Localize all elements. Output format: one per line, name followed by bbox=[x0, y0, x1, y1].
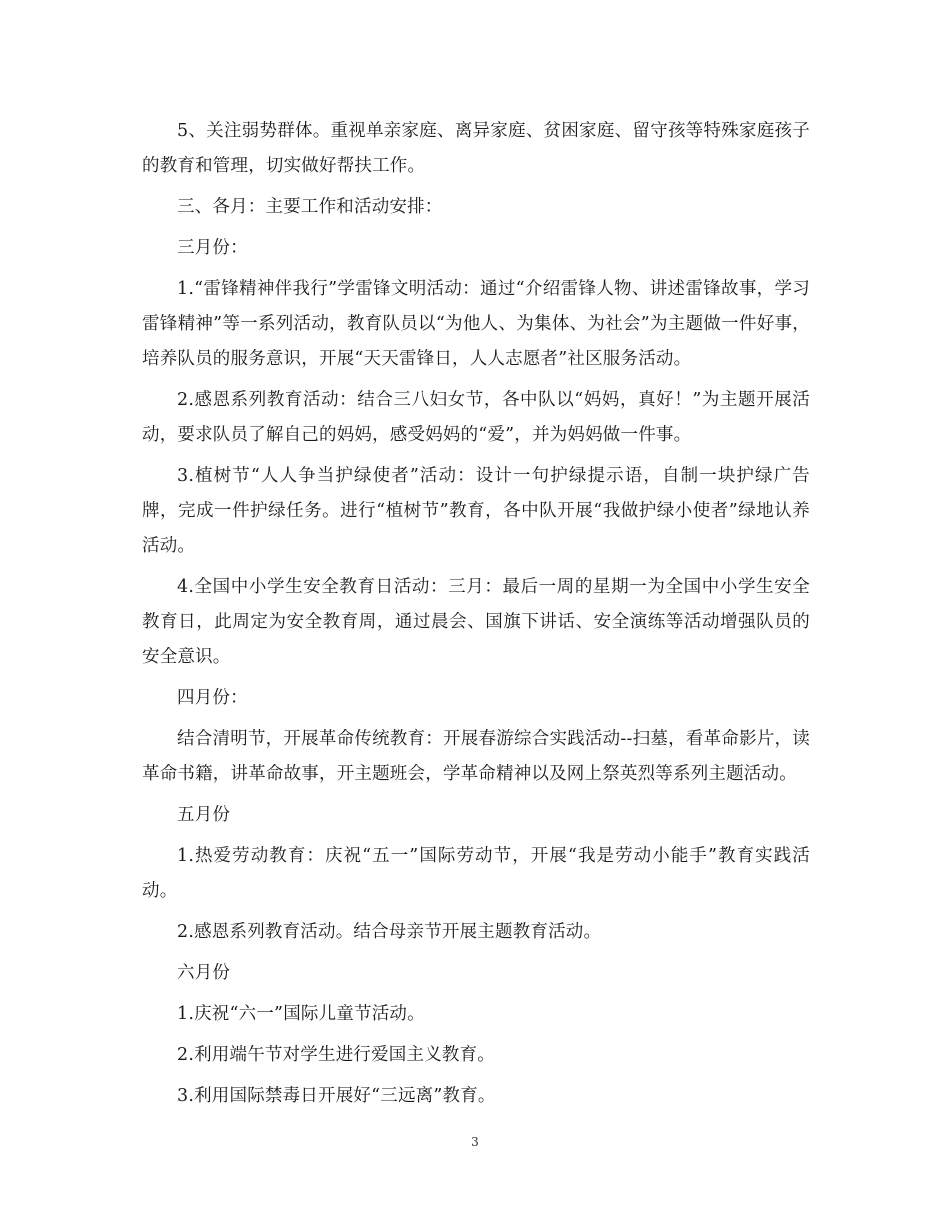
month-heading-may: 五月份 bbox=[177, 805, 231, 825]
paragraph-may-item-1: 1.热爱劳动教育：庆祝“五一”国际劳动节，开展“我是劳动小能手”教育实践活动。 bbox=[142, 846, 810, 901]
page-number: 3 bbox=[471, 1135, 479, 1149]
month-heading-april: 四月份： bbox=[177, 688, 248, 708]
paragraph-june-item-3: 3.利用国际禁毒日开展好“三远离”教育。 bbox=[177, 1086, 496, 1106]
paragraph-june-item-1: 1.庆祝“六一”国际儿童节活动。 bbox=[177, 1004, 425, 1024]
paragraph-march-item-3: 3.植树节“人人争当护绿使者”活动：设计一句护绿提示语，自制一块护绿广告牌，完成一件护绿任务。进行“植树节”教育，各中队开展“我做护绿小使者”绿地认养活动。 bbox=[142, 466, 810, 556]
paragraph-june-item-2: 2.利用端午节对学生进行爱国主义教育。 bbox=[177, 1045, 495, 1065]
month-heading-june: 六月份 bbox=[177, 963, 231, 983]
paragraph-march-item-2: 2.感恩系列教育活动：结合三八妇女节，各中队以“妈妈，真好！”为主题开展活动，要求队员了解自己的妈妈，感受妈妈的“爱”，并为妈妈做一件事。 bbox=[142, 390, 810, 445]
paragraph-april-item: 结合清明节，开展革命传统教育：开展春游综合实践活动--扫墓，看革命影片，读革命书籍，讲革命故事，开主题班会，学革命精神以及网上祭英烈等系列主题活动。 bbox=[142, 729, 810, 784]
document-body bbox=[142, 114, 810, 1120]
paragraph-special-groups: 5、关注弱势群体。重视单亲家庭、离异家庭、贫困家庭、留守孩等特殊家庭孩子的教育和管理，切实做好帮扶工作。 bbox=[142, 121, 810, 176]
section-heading-monthly-plan: 三、各月：主要工作和活动安排： bbox=[177, 197, 443, 217]
paragraph-may-item-2: 2.感恩系列教育活动。结合母亲节开展主题教育活动。 bbox=[177, 922, 602, 942]
paragraph-march-item-1: 1.“雷锋精神伴我行”学雷锋文明活动：通过“介绍雷锋人物、讲述雷锋故事，学习雷锋精神”等一系列活动，教育队员以“为他人、为集体、为社会”为主题做一件好事，培养队员的服务意识，开展“天天雷锋日，人人志愿者”社区服务活动。 bbox=[142, 279, 810, 369]
month-heading-march: 三月份： bbox=[177, 238, 248, 258]
paragraph-march-item-4: 4.全国中小学生安全教育日活动：三月：最后一周的星期一为全国中小学生安全教育日，此周定为安全教育周，通过晨会、国旗下讲话、安全演练等活动增强队员的安全意识。 bbox=[142, 577, 810, 667]
